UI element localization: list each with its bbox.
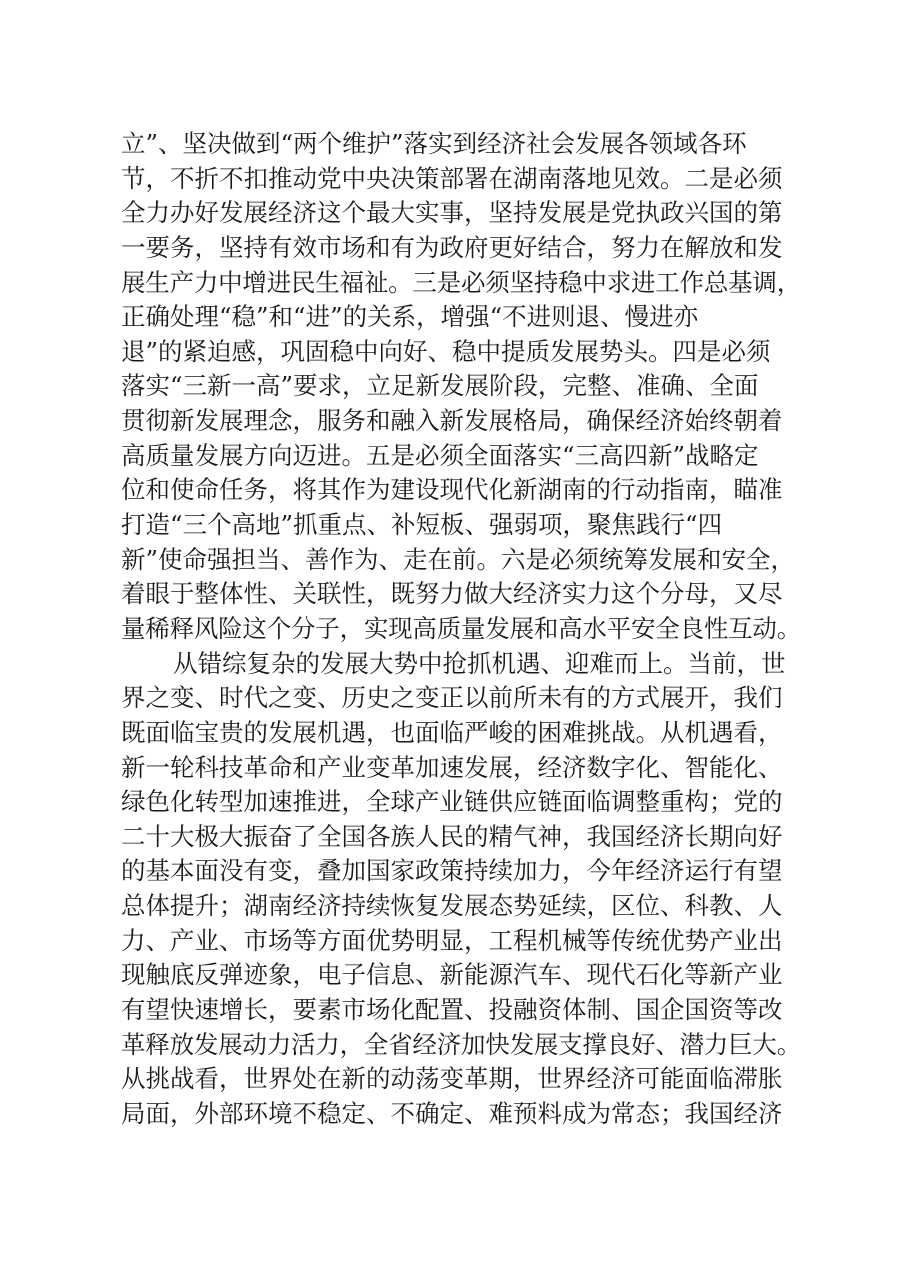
text-line: 新一轮科技革命和产业变革加速发展，经济数字化、智能化、	[121, 752, 783, 782]
text-line: 既面临宝贵的发展机遇，也面临严峻的困难挑战。从机遇看，	[121, 717, 783, 747]
text-line: 新”使命强担当、善作为、走在前。六是必须统筹发展和安全，	[121, 544, 796, 574]
text-line: 量稀释风险这个分子，实现高质量发展和高水平安全良性互动。	[121, 613, 801, 643]
text-line: 力、产业、市场等方面优势明显，工程机械等传统优势产业出	[121, 925, 783, 955]
text-line: 落实“三新一高”要求，立足新发展阶段，完整、准确、全面	[121, 371, 759, 401]
text-line: 展生产力中增进民生福祉。三是必须坚持稳中求进工作总基调，	[121, 267, 801, 297]
paragraph-first-line: 从错综复杂的发展大势中抢抓机遇、迎难而上。当前，世	[173, 648, 786, 678]
text-line: 退”的紧迫感，巩固稳中向好、稳中提质发展势头。四是必须	[121, 336, 771, 366]
text-line: 贯彻新发展理念，服务和融入新发展格局，确保经济始终朝着	[121, 406, 783, 436]
text-line: 打造“三个高地”抓重点、补短板、强弱项，聚焦践行“四	[121, 510, 723, 540]
text-line: 一要务，坚持有效市场和有为政府更好结合，努力在解放和发	[121, 232, 783, 262]
text-line: 高质量发展方向迈进。五是必须全面落实“三高四新”战略定	[121, 440, 759, 470]
text-line: 节，不折不扣推动党中央决策部署在湖南落地见效。二是必须	[121, 163, 783, 193]
text-line: 的基本面没有变，叠加国家政策持续加力，今年经济运行有望	[121, 856, 783, 886]
text-line: 从挑战看，世界处在新的动荡变革期，世界经济可能面临滞胀	[121, 1064, 783, 1094]
text-line: 着眼于整体性、关联性，既努力做大经济实力这个分母，又尽	[121, 579, 783, 609]
text-line: 革释放发展动力活力，全省经济加快发展支撑良好、潜力巨大。	[121, 1029, 801, 1059]
text-line: 现触底反弹迹象，电子信息、新能源汽车、现代石化等新产业	[121, 960, 783, 990]
text-line: 界之变、时代之变、历史之变正以前所未有的方式展开，我们	[121, 683, 783, 713]
text-line: 正确处理“稳”和“进”的关系，增强“不进则退、慢进亦	[121, 302, 699, 332]
text-line: 总体提升；湖南经济持续恢复发展态势延续，区位、科教、人	[121, 891, 783, 921]
text-line: 二十大极大振奋了全国各族人民的精气神，我国经济长期向好	[121, 821, 783, 851]
text-line: 立”、坚决做到“两个维护”落实到经济社会发展各领域各环	[121, 129, 747, 158]
text-line: 局面，外部环境不稳定、不确定、难预料成为常态；我国经济	[121, 1098, 783, 1128]
text-line: 全力办好发展经济这个最大实事，坚持发展是党执政兴国的第	[121, 198, 783, 228]
text-line: 位和使命任务，将其作为建设现代化新湖南的行动指南，瞄准	[121, 475, 783, 505]
text-line: 绿色化转型加速推进，全球产业链供应链面临调整重构；党的	[121, 787, 783, 817]
text-line: 有望快速增长，要素市场化配置、投融资体制、国企国资等改	[121, 995, 783, 1025]
body-text	[121, 127, 801, 1132]
